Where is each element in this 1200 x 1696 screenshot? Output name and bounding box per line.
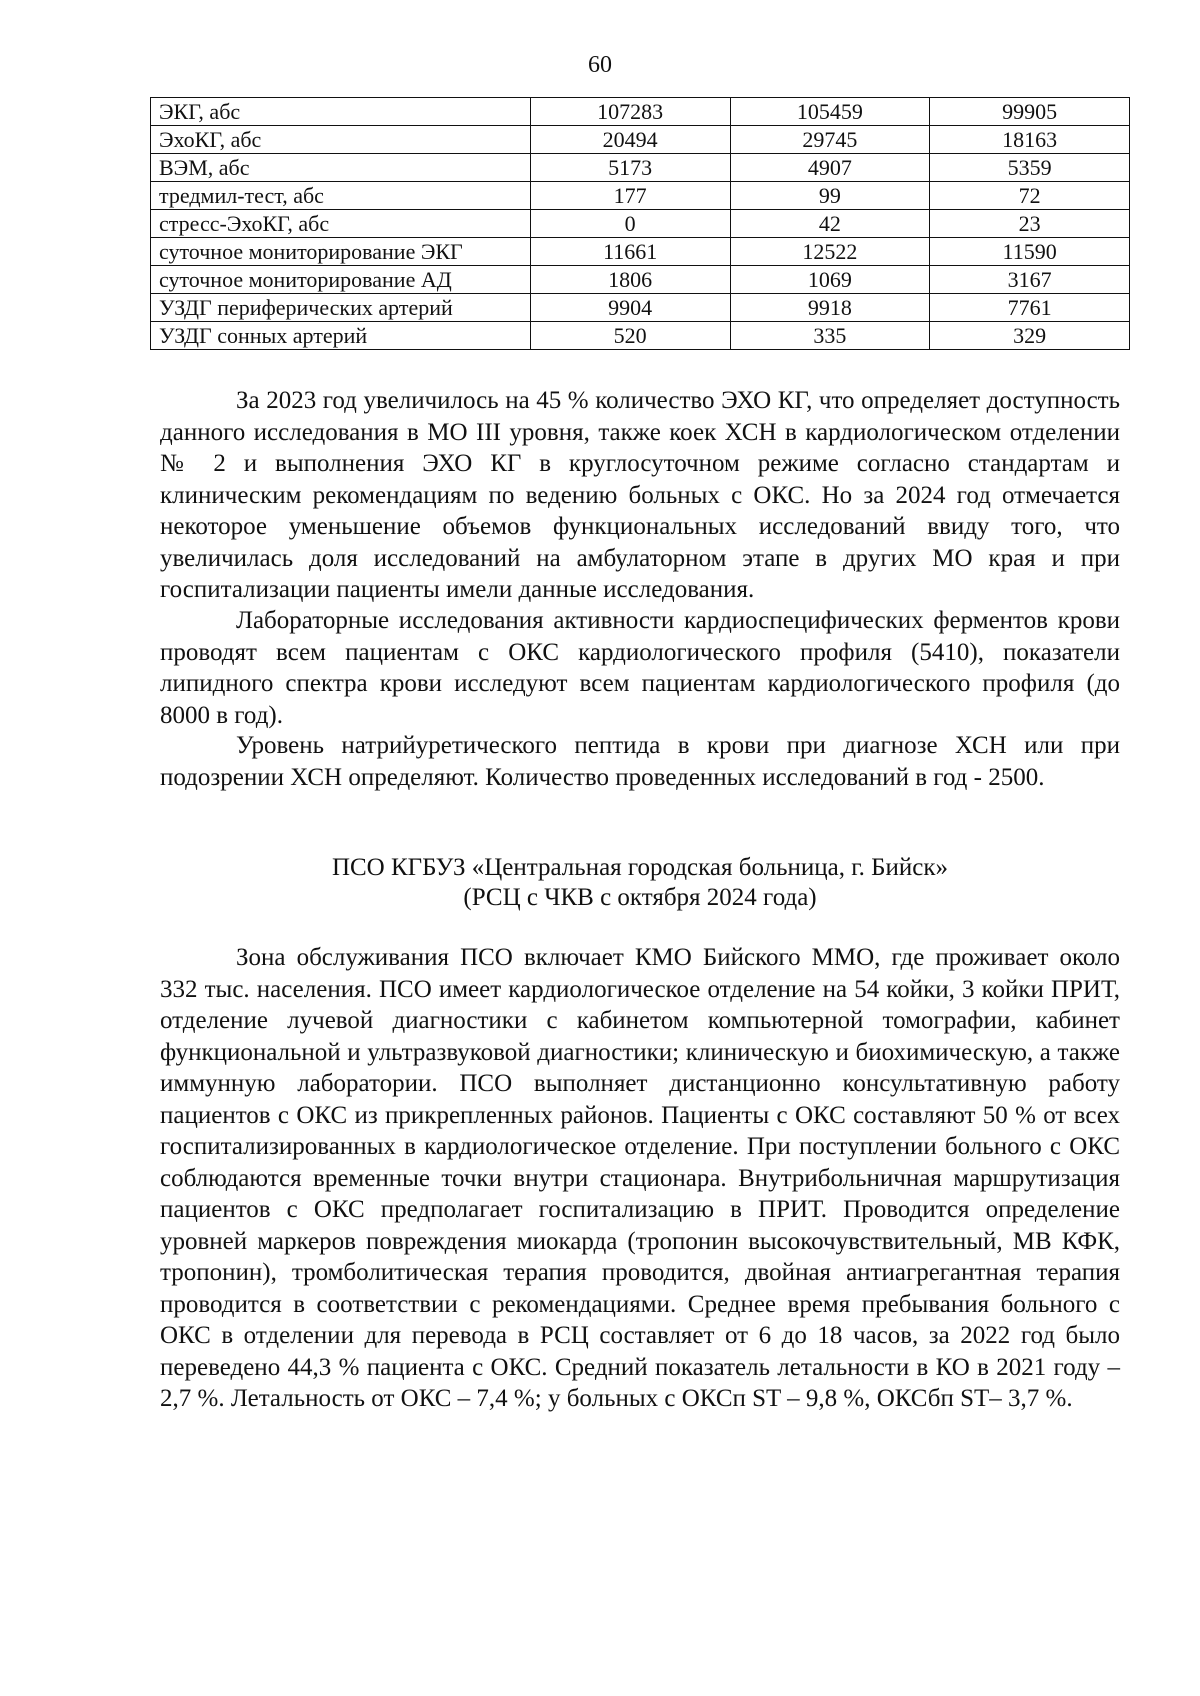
table-row [151, 98, 1130, 126]
table-row [151, 154, 1130, 182]
row-value: 4907 [730, 154, 930, 182]
row-value: 1806 [530, 266, 730, 294]
paragraph-natriuretic: Уровень натрийуретического пептида в крови при диагнозе ХСН или при подозрении ХСН определяют. Количество проведенных исследований в год - 2500. [160, 732, 1120, 791]
row-value: 107283 [530, 98, 730, 126]
table-row [151, 210, 1130, 238]
row-label: суточное мониторирование АД [151, 266, 531, 294]
table-body [151, 98, 1130, 350]
row-value: 1069 [730, 266, 930, 294]
row-value: 9918 [730, 294, 930, 322]
row-label: УЗДГ периферических артерий [151, 294, 531, 322]
row-label: УЗДГ сонных артерий [151, 322, 531, 350]
row-label: суточное мониторирование ЭКГ [151, 238, 531, 266]
row-label: ЭхоКГ, абс [151, 126, 531, 154]
table-row [151, 322, 1130, 350]
section-heading-line1: ПСО КГБУЗ «Центральная городская больница, г. Бийск» [331, 854, 949, 881]
row-value: 520 [530, 322, 730, 350]
row-value: 0 [530, 210, 730, 238]
page-number: 60 [588, 52, 612, 78]
row-label: ЭКГ, абс [151, 98, 531, 126]
row-value: 7761 [930, 294, 1130, 322]
row-value: 23 [930, 210, 1130, 238]
row-value: 29745 [730, 126, 930, 154]
row-value: 12522 [730, 238, 930, 266]
row-label: тредмил-тест, абс [151, 182, 531, 210]
paragraph-service-zone: Зона обслуживания ПСО включает КМО Бийского ММО, где проживает около 332 тыс. населения. ПСО имеет кардиологическое отделение на 54 койки, 3 койки ПРИТ, отделение лучевой диагностики с кабинетом компьютерной томографии, кабинет функциональной и ультразвуковой диагностики; клиническую и биохимическую, а также иммунную лаборатории. ПСО выполняет дистанционно консультативную работу пациентов с ОКС из прикрепленных районов. Пациенты с ОКС составляют 50 % от всех госпитализированных в кардиологическое отделение. При поступлении больного с ОКС соблюдаются временные точки внутри стационара. Внутрибольничная маршрутизация пациентов с ОКС предполагает госпитализацию в ПРИТ. Проводится определение уровней маркеров повреждения миокарда (тропонин высокочувствительный, МВ КФК, тропонин), тромболитическая терапия проводится, двойная антиагрегантная терапия проводится в соответствии с рекомендациями. Среднее время пребывания больного с ОКС в отделении для перевода в РСЦ составляет от 6 до 18 часов, за 2022 год было переведено 44,3 % пациента с ОКС. Средний показатель летальности в КО в 2021 году – 2,7 %. Летальность от ОКС – 7,4 %; у больных с ОКСп ST – 9,8 %, ОКСбп ST– 3,7 %. [160, 944, 1120, 1412]
row-value: 329 [930, 322, 1130, 350]
table-row [151, 182, 1130, 210]
row-value: 20494 [530, 126, 730, 154]
row-value: 11590 [930, 238, 1130, 266]
table-row [151, 294, 1130, 322]
row-value: 99 [730, 182, 930, 210]
row-value: 105459 [730, 98, 930, 126]
row-value: 5359 [930, 154, 1130, 182]
row-value: 72 [930, 182, 1130, 210]
row-label: ВЭМ, абс [151, 154, 531, 182]
row-value: 9904 [530, 294, 730, 322]
row-value: 335 [730, 322, 930, 350]
row-value: 5173 [530, 154, 730, 182]
row-value: 3167 [930, 266, 1130, 294]
paragraph-lab-tests: Лабораторные исследования активности кардиоспецифических ферментов крови проводят всем пациентам с ОКС кардиологического профиля (5410), показатели липидного спектра крови исследуют всем пациентам кардиологического профиля (до 8000 в год). [160, 607, 1120, 729]
row-value: 42 [730, 210, 930, 238]
row-label: стресс-ЭхоКГ, абс [151, 210, 531, 238]
table-row [151, 266, 1130, 294]
table-row [151, 126, 1130, 154]
row-value: 11661 [530, 238, 730, 266]
row-value: 99905 [930, 98, 1130, 126]
row-value: 18163 [930, 126, 1130, 154]
table-row [151, 238, 1130, 266]
diagnostics-table [150, 97, 1130, 350]
row-value: 177 [530, 182, 730, 210]
section-heading-line2: (РСЦ с ЧКВ с октября 2024 года) [463, 884, 817, 911]
paragraph-echo-stats: За 2023 год увеличилось на 45 % количество ЭХО КГ, что определяет доступность данного исследования в МО III уровня, также коек ХСН в кардиологическом отделении № 2 и выполнения ЭХО КГ в круглосуточном режиме согласно стандартам и клиническим рекомендациям по ведению больных с ОКС. Но за 2024 год отмечается некоторое уменьшение объемов функциональных исследований ввиду того, что увеличилась доля исследований на амбулаторном этапе в других МО края и при госпитализации пациенты имели данные исследования. [160, 387, 1120, 603]
section-heading [160, 853, 1120, 913]
